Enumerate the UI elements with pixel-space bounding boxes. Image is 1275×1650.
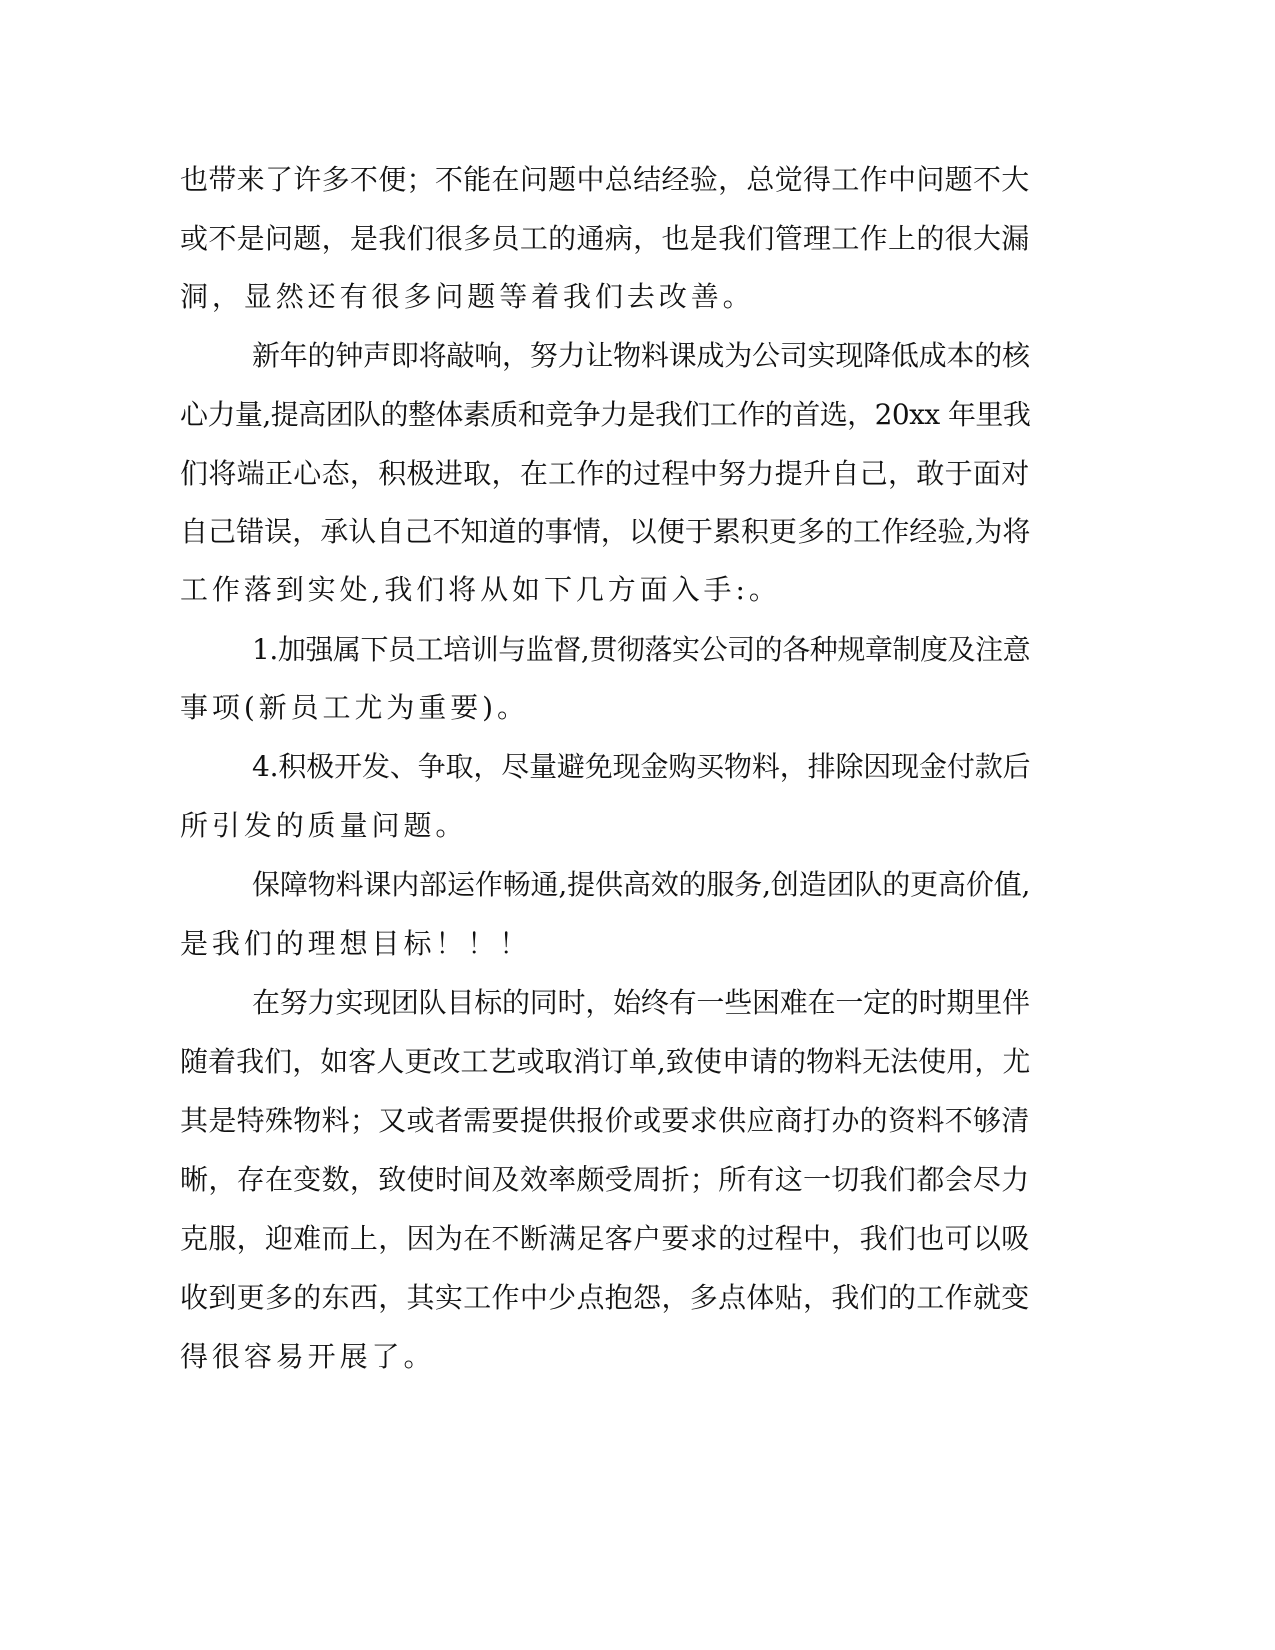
text-line bbox=[0, 395, 1275, 435]
line-text: 自己错误，承认自己不知道的事情，以便于累积更多的工作经验,为将 bbox=[180, 515, 1031, 548]
text-line bbox=[0, 277, 1275, 317]
line-text: 随着我们，如客人更改工艺或取消订单,致使申请的物料无法使用，尤 bbox=[180, 1045, 1031, 1078]
line-text: 们将端正心态，积极进取，在工作的过程中努力提升自己，敢于面对 bbox=[180, 457, 1030, 490]
line-text: 收到更多的东西，其实工作中少点抱怨，多点体贴，我们的工作就变 bbox=[180, 1281, 1030, 1314]
line-text: 得很容易开展了。 bbox=[180, 1340, 436, 1373]
text-line bbox=[0, 512, 1275, 552]
line-text: 是我们的理想目标！！！ bbox=[180, 927, 532, 960]
line-text: 其是特殊物料；又或者需要提供报价或要求供应商打办的资料不够清 bbox=[180, 1104, 1030, 1137]
line-text: 心力量,提高团队的整体素质和竞争力是我们工作的首选，20xx 年里我 bbox=[180, 398, 1031, 431]
text-line bbox=[0, 454, 1275, 494]
line-text: 也带来了许多不便；不能在问题中总结经验，总觉得工作中问题不大 bbox=[180, 163, 1030, 196]
text-line bbox=[0, 924, 1275, 964]
line-text: 4.积极开发、争取，尽量避免现金购买物料，排除因现金付款后 bbox=[252, 750, 1031, 783]
text-line bbox=[0, 1042, 1275, 1082]
line-text: 所引发的质量问题。 bbox=[180, 809, 468, 842]
line-text: 新年的钟声即将敲响，努力让物料课成为公司实现降低成本的核 bbox=[252, 339, 1030, 372]
line-text: 洞，显然还有很多问题等着我们去改善。 bbox=[180, 280, 755, 313]
text-line bbox=[0, 630, 1275, 670]
text-line bbox=[0, 865, 1275, 905]
text-line bbox=[0, 1101, 1275, 1141]
line-text: 或不是问题，是我们很多员工的通病，也是我们管理工作上的很大漏 bbox=[180, 222, 1030, 255]
text-line bbox=[0, 806, 1275, 846]
line-text: 克服，迎难而上，因为在不断满足客户要求的过程中，我们也可以吸 bbox=[180, 1222, 1030, 1255]
line-text: 晰，存在变数，致使时间及效率颇受周折；所有这一切我们都会尽力 bbox=[180, 1163, 1030, 1196]
text-line bbox=[0, 336, 1275, 376]
line-text: 工作落到实处,我们将从如下几方面入手:。 bbox=[180, 573, 781, 606]
text-line bbox=[0, 160, 1275, 200]
text-line bbox=[0, 1219, 1275, 1259]
text-line bbox=[0, 1337, 1275, 1377]
line-text: 在努力实现团队目标的同时，始终有一些困难在一定的时期里伴 bbox=[252, 986, 1030, 1019]
line-text: 1.加强属下员工培训与监督,贯彻落实公司的各种规章制度及注意 bbox=[252, 633, 1031, 666]
text-line bbox=[0, 219, 1275, 259]
line-text: 保障物料课内部运作畅通,提供高效的服务,创造团队的更高价值, bbox=[252, 868, 1031, 901]
text-line bbox=[0, 1160, 1275, 1200]
text-line bbox=[0, 747, 1275, 787]
line-text: 事项(新员工尤为重要)。 bbox=[180, 691, 529, 724]
text-line bbox=[0, 688, 1275, 728]
text-line bbox=[0, 570, 1275, 610]
text-line bbox=[0, 1278, 1275, 1318]
text-line bbox=[0, 983, 1275, 1023]
